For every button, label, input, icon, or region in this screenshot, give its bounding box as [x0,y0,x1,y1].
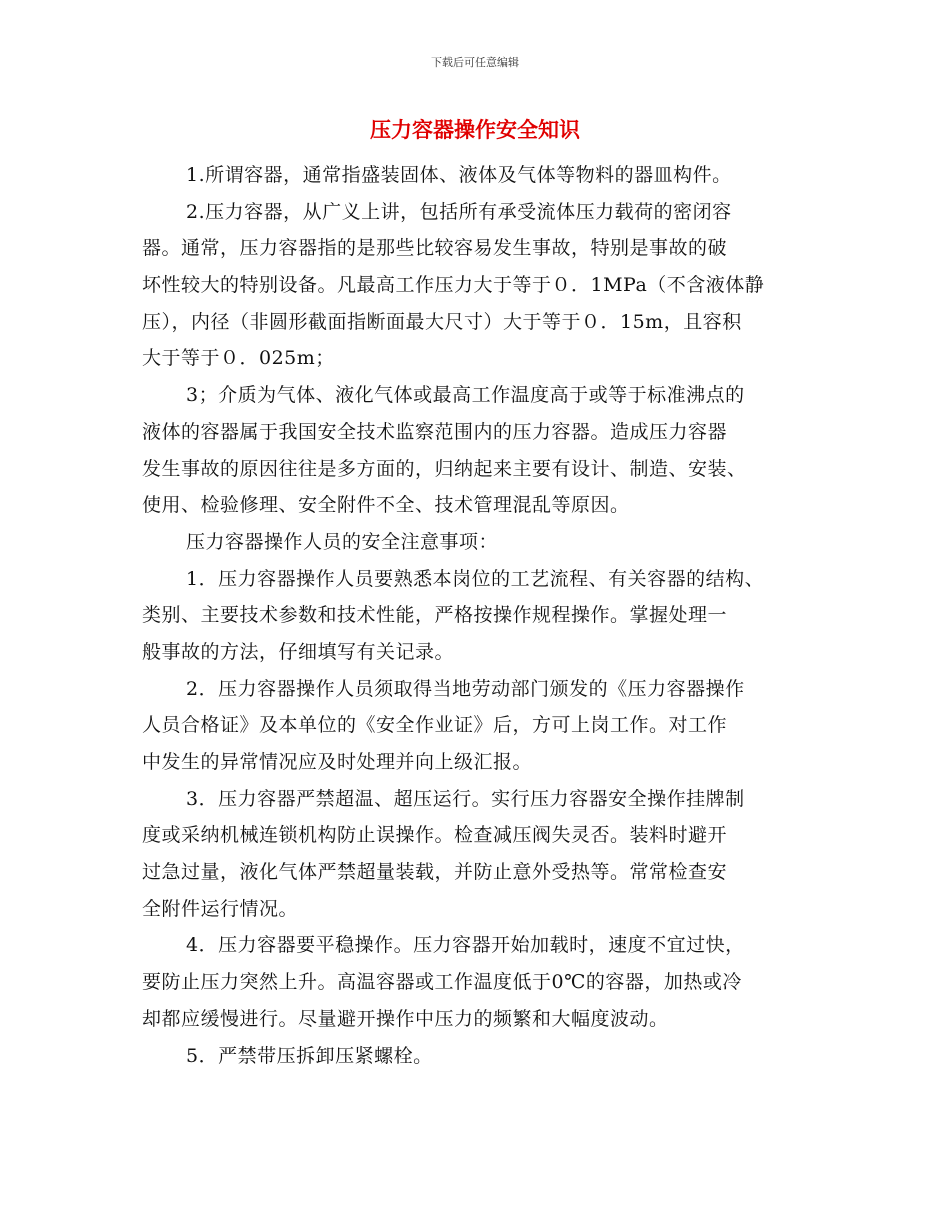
text-line: 3．压力容器严禁超温、超压运行。实行压力容器安全操作挂牌制 [186,787,745,810]
text-line: 发生事故的原因往往是多方面的，归纳起来主要有设计、制造、安装、 [142,457,747,480]
text-line: 1.所谓容器，通常指盛装固体、液体及气体等物料的器皿构件。 [186,164,732,186]
text-line: 中发生的异常情况应及时处理并向上级汇报。 [142,751,533,773]
text-line: 2.压力容器，从广义上讲，包括所有承受流体压力载荷的密闭容 [186,200,732,223]
text-line: 坏性较大的特别设备。凡最高工作压力大于等于０．1MPa（不含液体静 [142,274,765,297]
text-line: 2．压力容器操作人员须取得当地劳动部门颁发的《压力容器操作 [186,677,745,700]
page-title: 压力容器操作安全知识 [370,118,580,142]
text-line: 过急过量，液化气体严禁超量装载，并防止意外受热等。常常检查安 [142,861,728,884]
text-line: 全附件运行情况。 [142,897,299,920]
text-line: 般事故的方法，仔细填写有关记录。 [142,640,455,663]
text-line: 类别、主要技术参数和技术性能，严格按操作规程操作。掌握处理一 [142,604,728,627]
text-line: 使用、检验修理、安全附件不全、技术管理混乱等原因。 [142,494,630,517]
text-line: 度或采纳机械连锁机构防止误操作。检查减压阀失灵否。装料时避开 [142,824,728,847]
text-line: 4．压力容器要平稳操作。压力容器开始加载时，速度不宜过快， [186,934,745,957]
text-line: 却都应缓慢进行。尽量避开操作中压力的频繁和大幅度波动。 [142,1007,669,1030]
text-line: 压力容器操作人员的安全注意事项： [186,530,499,553]
text-line: 人员合格证》及本单位的《安全作业证》后，方可上岗工作。对工作 [142,714,728,737]
text-line: 压），内径（非圆形截面指断面最大尺寸）大于等于０．15m，且容积 [142,310,742,333]
text-line: 1．压力容器操作人员要熟悉本岗位的工艺流程、有关容器的结构、 [186,567,765,590]
document-body [142,157,818,1074]
text-line: 3；介质为气体、液化气体或最高工作温度高于或等于标准沸点的 [186,384,745,407]
text-line: 器。通常，压力容器指的是那些比较容易发生事故，特别是事故的破 [142,237,728,260]
text-line: 要防止压力突然上升。高温容器或工作温度低于0℃的容器，加热或冷 [142,971,742,994]
text-line: 大于等于０．025m； [142,347,335,370]
text-line: 液体的容器属于我国安全技术监察范围内的压力容器。造成压力容器 [142,420,728,443]
text-line: 5．严禁带压拆卸压紧螺栓。 [186,1044,433,1067]
header-note: 下载后可任意编辑 [431,56,519,69]
